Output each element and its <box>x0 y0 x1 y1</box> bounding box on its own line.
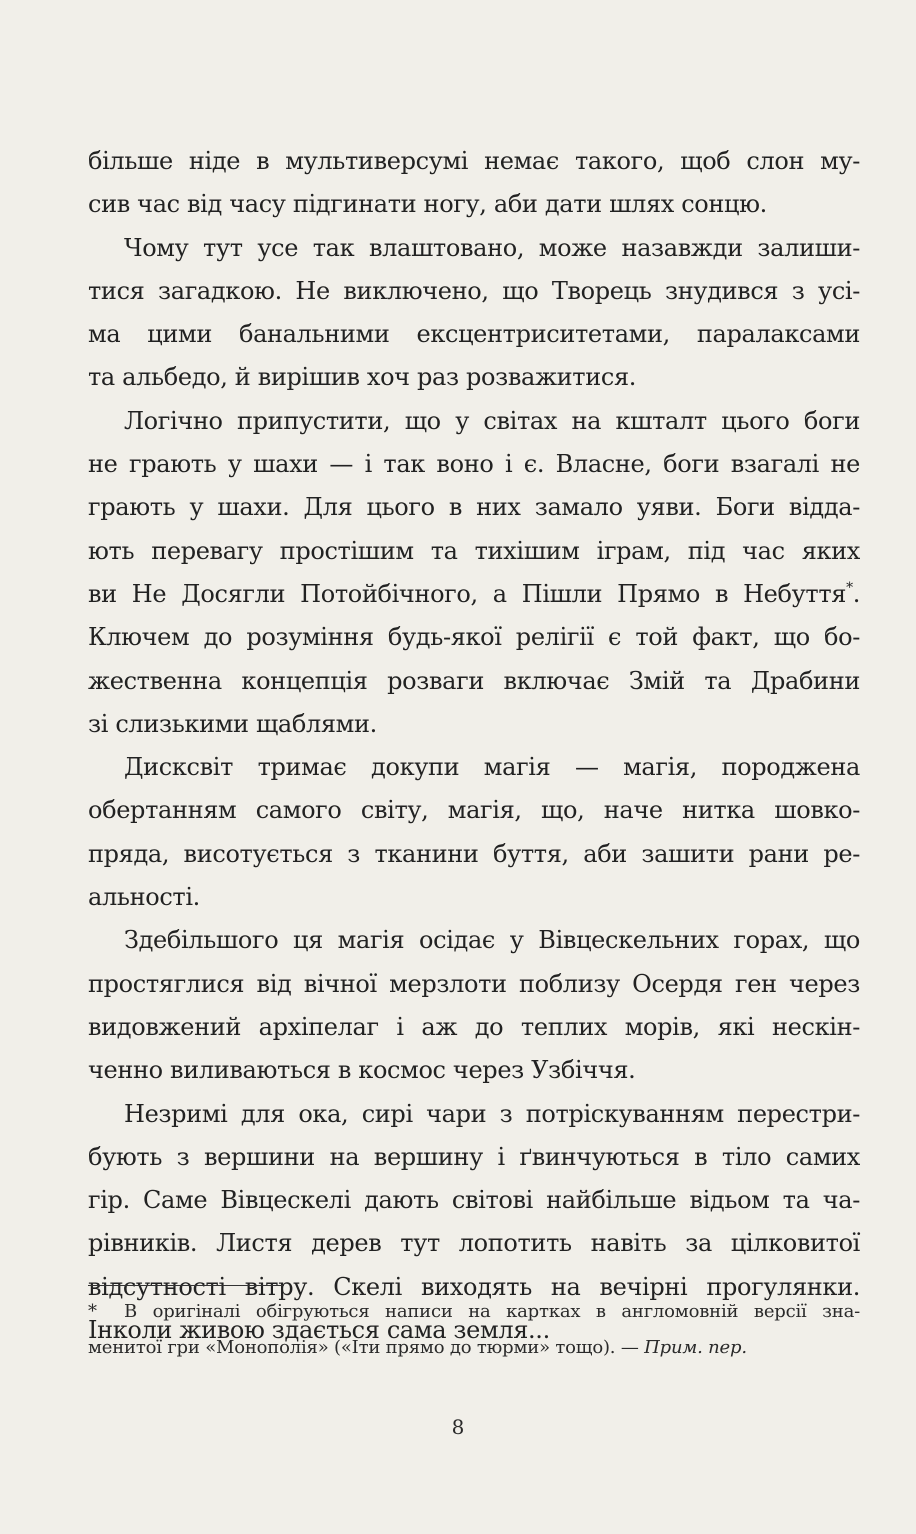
text-line: жественна концепція розваги включає Змій та Драбини <box>88 666 860 695</box>
text-line: Здебільшого ця магія осідає у Вівцескельних горах, що <box>124 926 860 955</box>
text-fragment: ви Не Досягли Потойбічного, а Пішли Прямо в Небуття <box>88 579 847 608</box>
text-line: зі слизькими щаблями. <box>88 709 377 738</box>
page-number: 8 <box>451 1415 465 1439</box>
footnote-divider <box>88 1285 284 1286</box>
text-line: Незримі для ока, сирі чари з потріскуванням перестри- <box>124 1099 860 1128</box>
footnote-star: * <box>88 1301 97 1322</box>
text-line: Інколи живою здається сама земля... <box>88 1316 550 1345</box>
text-line: видовжений архіпелаг і аж до теплих морів, які нескін- <box>88 1012 860 1041</box>
text-line: та альбедо, й вирішив хоч раз розважитися. <box>88 363 637 392</box>
text-line: Чому тут усе так влаштовано, може назавжди залиши- <box>124 233 860 262</box>
footnote <box>88 1294 860 1366</box>
text-line: Ключем до розуміння будь-якої релігії є той факт, що бо- <box>88 623 860 652</box>
text-line: ченно виливаються в космос через Узбіччя. <box>88 1056 636 1085</box>
main-text <box>88 140 860 1352</box>
text-line: ють перевагу простішим та тихішим іграм, під час яких <box>88 536 860 565</box>
text-line: альності. <box>88 883 200 912</box>
text-line: тися загадкою. Не виключено, що Творець знудився з усі- <box>88 276 860 305</box>
text-line: обертанням самого світу, магія, що, наче нитка шовко- <box>88 796 860 825</box>
text-line-with-footnote <box>88 573 860 616</box>
text-line: більше ніде в мультиверсумі немає такого, щоб слон му- <box>88 147 860 175</box>
text-line: пряда, висотується з тканини буття, аби зашити рани ре- <box>88 839 860 868</box>
text-line: сив час від часу підгинати ногу, аби дати шлях сонцю. <box>88 190 767 219</box>
text-line: ма цими банальними ексцентриситетами, паралаксами <box>88 320 860 349</box>
text-line: Логічно припустити, що у світах на кшталт цього боги <box>124 406 860 435</box>
footnote-line <box>88 1294 860 1330</box>
translator-note: Прим. пер. <box>644 1337 747 1358</box>
footnote-line <box>88 1330 860 1366</box>
text-line: не грають у шахи — і так воно і є. Власне, боги взагалі не <box>88 450 860 479</box>
text-line: рівників. Листя дерев тут лопотить навіть за цілковитої <box>88 1229 860 1258</box>
footnote-text: В оригіналі обігруються написи на картках в англомовній версії зна- <box>124 1301 860 1322</box>
footnote-marker[interactable]: * <box>846 579 853 596</box>
text-line: простяглися від вічної мерзлоти поблизу Осердя ген через <box>88 969 860 998</box>
text-line: відсутності вітру. Скелі виходять на вечірні прогулянки. <box>88 1272 860 1301</box>
footnote-text: менитої гри «Монополія» («Іти прямо до тюрми» тощо). — <box>88 1337 645 1358</box>
text-line: Дисксвіт тримає докупи магія — магія, породжена <box>124 753 860 782</box>
text-fragment: . <box>852 579 860 608</box>
text-line: бують з вершини на вершину і ґвинчуються в тіло самих <box>88 1142 860 1171</box>
text-line: грають у шахи. Для цього в них замало уяви. Боги відда- <box>88 493 860 522</box>
text-line: гір. Саме Вівцескелі дають світові найбільше відьом та ча- <box>88 1186 860 1215</box>
